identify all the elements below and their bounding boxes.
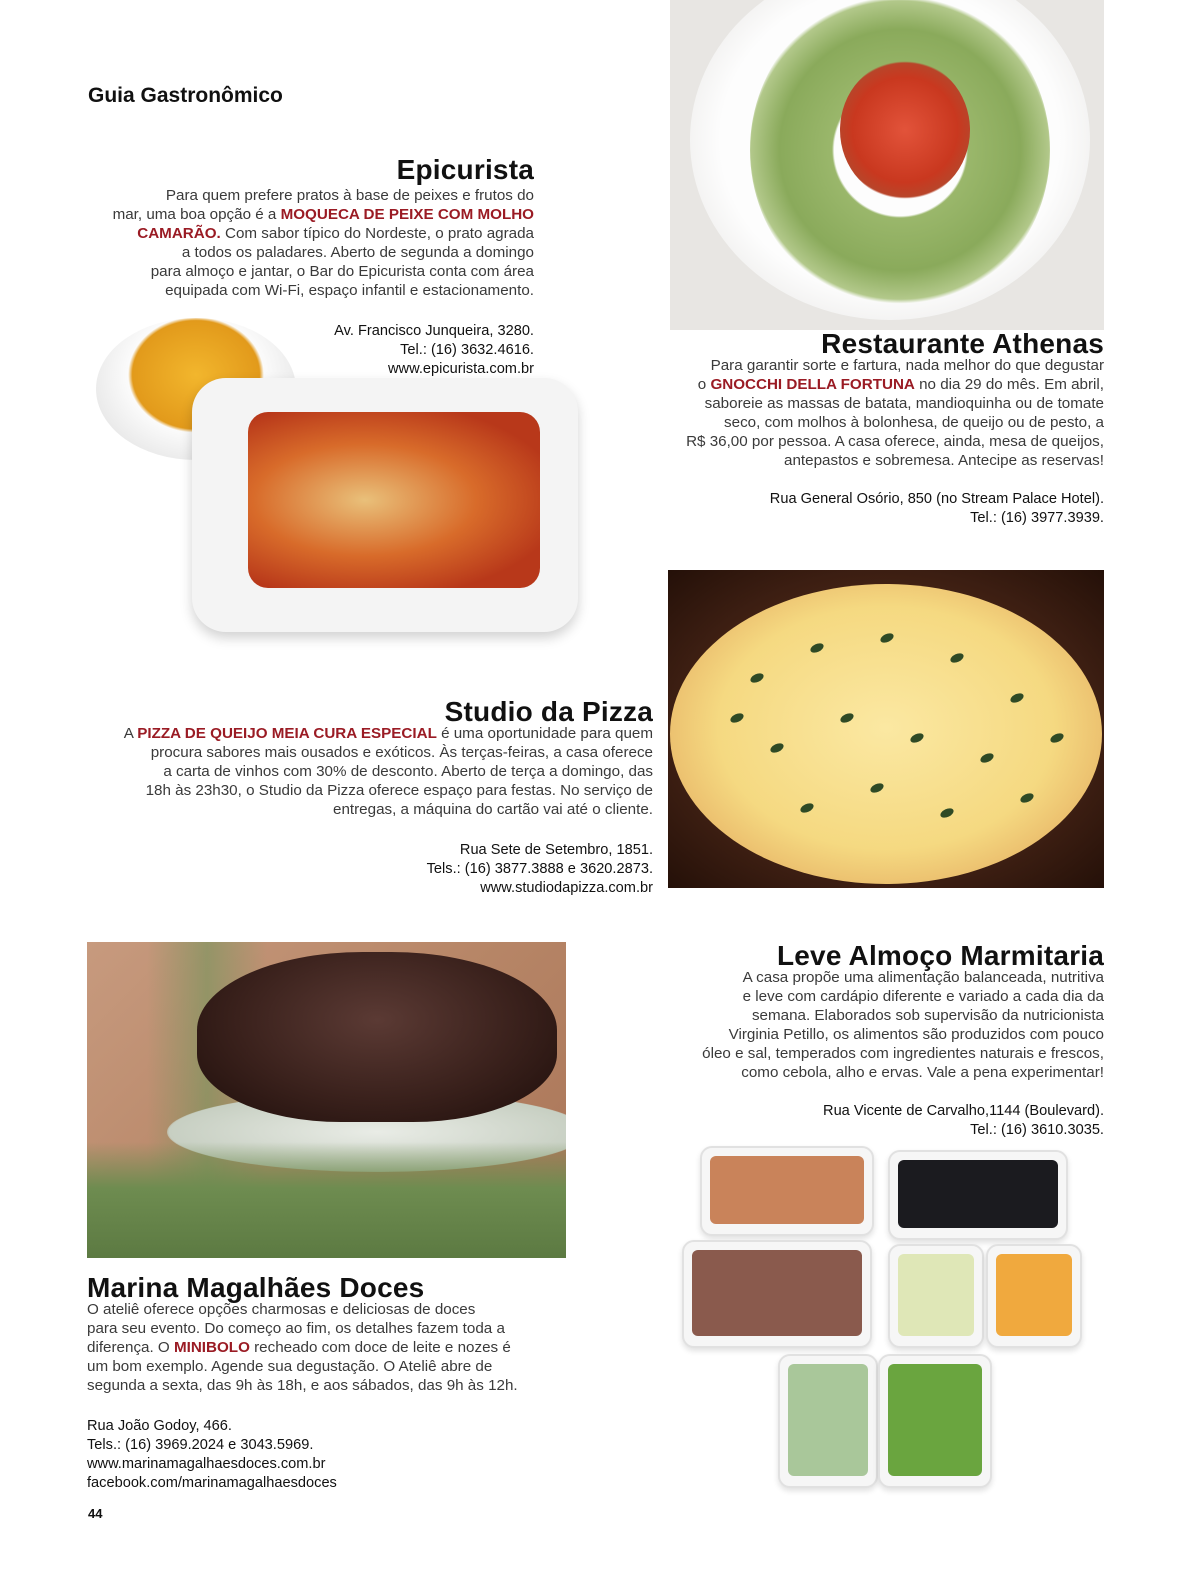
- text-span: para seu evento. Do começo ao fim, os detalhes fazem toda a: [87, 1320, 505, 1337]
- highlighted-dish: MINIBOLO: [173, 1339, 250, 1356]
- rice-box: [700, 1146, 874, 1236]
- athenas-section: [640, 328, 1104, 528]
- text-line: [640, 1025, 1104, 1044]
- leve-description: [640, 968, 1104, 1082]
- basil-leaf: [839, 711, 855, 724]
- basil-leaf: [749, 671, 765, 684]
- text-span: segunda a sexta, das 9h às 18h, e aos sábados, das 9h às 12h.: [87, 1377, 518, 1394]
- athenas-description: [640, 356, 1104, 470]
- text-span: Virginia Petillo, os alimentos são produzidos com pouco: [728, 1026, 1104, 1043]
- leve-address: Rua Vicente de Carvalho,1144 (Boulevard).: [823, 1103, 1104, 1119]
- marina-website[interactable]: www.marinamagalhaesdoces.com.br: [87, 1456, 326, 1472]
- marina-phone: Tels.: (16) 3969.2024 e 3043.5969.: [87, 1437, 314, 1453]
- fish-stew: [248, 412, 540, 588]
- basil-leaf: [869, 781, 885, 794]
- text-span: a carta de vinhos com 30% de desconto. Aberto de terça a domingo, das: [163, 763, 653, 780]
- text-line: [96, 205, 534, 224]
- pizza-photo: [668, 570, 1104, 888]
- epicurista-address: Av. Francisco Junqueira, 3280.: [334, 323, 534, 339]
- text-span: R$ 36,00 por pessoa. A casa oferece, ainda, mesa de queijos,: [686, 433, 1104, 450]
- meat-box: [682, 1240, 872, 1348]
- text-span: entregas, a máquina do cartão vai até o cliente.: [333, 801, 653, 818]
- text-line: [640, 375, 1104, 394]
- marina-description: [87, 1300, 557, 1395]
- basil-leaf: [949, 651, 965, 664]
- carrot-box: [986, 1244, 1082, 1348]
- marina-section: [87, 1272, 557, 1493]
- basil-leaf: [729, 711, 745, 724]
- square-dish: [192, 378, 578, 632]
- text-line: [640, 394, 1104, 413]
- athenas-phone: Tel.: (16) 3977.3939.: [970, 510, 1104, 526]
- text-line: [96, 186, 534, 205]
- text-line: [640, 451, 1104, 470]
- text-line: [96, 281, 534, 300]
- text-span: saboreie as massas de batata, mandioquinha ou de tomate: [704, 395, 1104, 412]
- leve-title: Leve Almoço Marmitaria: [776, 940, 1104, 971]
- text-span: diferença. O: [87, 1339, 174, 1356]
- basil-leaf: [769, 741, 785, 754]
- basil-leaf: [1009, 691, 1025, 704]
- cabbage-box: [888, 1244, 984, 1348]
- text-span: a todos os paladares. Aberto de segunda a domingo: [181, 244, 534, 261]
- lunchboxes-photo: [674, 1140, 1114, 1520]
- zucchini-box: [778, 1354, 878, 1488]
- text-line: [640, 987, 1104, 1006]
- epicurista-website[interactable]: www.epicurista.com.br: [388, 361, 534, 377]
- text-line: [640, 1006, 1104, 1025]
- marina-address: Rua João Godoy, 466.: [87, 1418, 232, 1434]
- text-line: [640, 1063, 1104, 1082]
- athenas-title: Restaurante Athenas: [821, 328, 1104, 359]
- gnocchi-photo: [670, 0, 1104, 330]
- chocolates-photo: [87, 942, 566, 1258]
- leve-phone: Tel.: (16) 3610.3035.: [970, 1122, 1104, 1138]
- text-line: [640, 356, 1104, 375]
- basil-leaf: [979, 751, 995, 764]
- epicurista-title: Epicurista: [396, 154, 534, 185]
- text-line: [87, 1376, 557, 1395]
- text-line: [640, 413, 1104, 432]
- marina-title: Marina Magalhães Doces: [87, 1272, 425, 1303]
- epicurista-description: [96, 186, 534, 300]
- studio-description: [96, 724, 653, 819]
- text-line: [96, 762, 653, 781]
- text-span: procura sabores mais ousados e exóticos. Às terças-feiras, a casa oferece: [150, 744, 653, 761]
- text-span: O ateliê oferece opções charmosas e deliciosas de doces: [87, 1301, 476, 1318]
- highlighted-dish: PIZZA DE QUEIJO MEIA CURA ESPECIAL: [137, 725, 437, 742]
- text-line: [640, 1044, 1104, 1063]
- text-span: recheado com doce de leite e nozes é: [249, 1339, 511, 1356]
- highlighted-dish: GNOCCHI DELLA FORTUNA: [710, 376, 915, 393]
- basil-leaf: [939, 806, 955, 819]
- epicurista-phone: Tel.: (16) 3632.4616.: [400, 342, 534, 358]
- text-span: o: [697, 376, 711, 393]
- studio-address: Rua Sete de Setembro, 1851.: [459, 842, 653, 858]
- text-span: Com sabor típico do Nordeste, o prato agrada: [220, 225, 534, 242]
- text-line: [96, 243, 534, 262]
- studio-section: [96, 696, 653, 898]
- moqueca-photo: [96, 318, 586, 636]
- text-line: [96, 800, 653, 819]
- text-line: [87, 1319, 557, 1338]
- text-span: Para garantir sorte e fartura, nada melhor do que degustar: [710, 357, 1104, 374]
- basil-leaf: [879, 631, 895, 644]
- leve-section: [640, 940, 1104, 1140]
- text-span: é uma oportunidade para quem: [436, 725, 653, 742]
- beans-box: [888, 1150, 1068, 1240]
- text-line: [87, 1300, 557, 1319]
- text-span: e leve com cardápio diferente e variado a cada dia da: [742, 988, 1104, 1005]
- text-span: semana. Elaborados sob supervisão da nutricionista: [751, 1007, 1104, 1024]
- text-line: [96, 224, 534, 243]
- text-span: no dia 29 do mês. Em abril,: [914, 376, 1104, 393]
- studio-website[interactable]: www.studiodapizza.com.br: [480, 880, 653, 896]
- tomato-sauce: [840, 60, 970, 200]
- text-line: [96, 781, 653, 800]
- highlighted-dish: CAMARÃO.: [137, 225, 221, 242]
- studio-title: Studio da Pizza: [444, 696, 653, 727]
- athenas-address: Rua General Osório, 850 (no Stream Palace Hotel).: [769, 491, 1104, 507]
- salad-box: [878, 1354, 992, 1488]
- text-span: um bom exemplo. Agende sua degustação. O Ateliê abre de: [87, 1358, 493, 1375]
- highlighted-dish: MOQUECA DE PEIXE COM MOLHO: [280, 206, 534, 223]
- text-span: antepastos e sobremesa. Antecipe as reservas!: [784, 452, 1104, 469]
- text-span: como cebola, alho e ervas. Vale a pena experimentar!: [741, 1064, 1104, 1081]
- mini-cakes: [197, 952, 557, 1122]
- text-span: A: [123, 725, 138, 742]
- basil-leaf: [909, 731, 925, 744]
- text-line: [96, 743, 653, 762]
- basil-leaf: [799, 801, 815, 814]
- text-span: equipada com Wi-Fi, espaço infantil e estacionamento.: [165, 282, 534, 299]
- text-line: [96, 724, 653, 743]
- text-span: 18h às 23h30, o Studio da Pizza oferece espaço para festas. No serviço de: [145, 782, 653, 799]
- basil-leaf: [1049, 731, 1065, 744]
- text-line: [640, 968, 1104, 987]
- text-span: seco, com molhos à bolonhesa, de queijo ou de pesto, a: [724, 414, 1104, 431]
- text-span: mar, uma boa opção é a: [112, 206, 281, 223]
- marina-facebook[interactable]: facebook.com/marinamagalhaesdoces: [87, 1475, 337, 1491]
- basil-leaf: [1019, 791, 1035, 804]
- text-line: [87, 1357, 557, 1376]
- page-number: 44: [88, 1506, 103, 1521]
- text-line: [87, 1338, 557, 1357]
- pizza-shape: [670, 584, 1102, 884]
- basil-leaf: [809, 641, 825, 654]
- text-span: A casa propõe uma alimentação balanceada, nutritiva: [742, 969, 1104, 986]
- text-line: [96, 262, 534, 281]
- text-span: óleo e sal, temperados com ingredientes naturais e frescos,: [702, 1045, 1104, 1062]
- flowers: [87, 1142, 566, 1258]
- text-line: [640, 432, 1104, 451]
- text-span: Para quem prefere pratos à base de peixes e frutos do: [165, 187, 534, 204]
- text-span: para almoço e jantar, o Bar do Epicurista conta com área: [150, 263, 534, 280]
- section-label: Guia Gastronômico: [88, 84, 283, 107]
- studio-phone: Tels.: (16) 3877.3888 e 3620.2873.: [426, 861, 653, 877]
